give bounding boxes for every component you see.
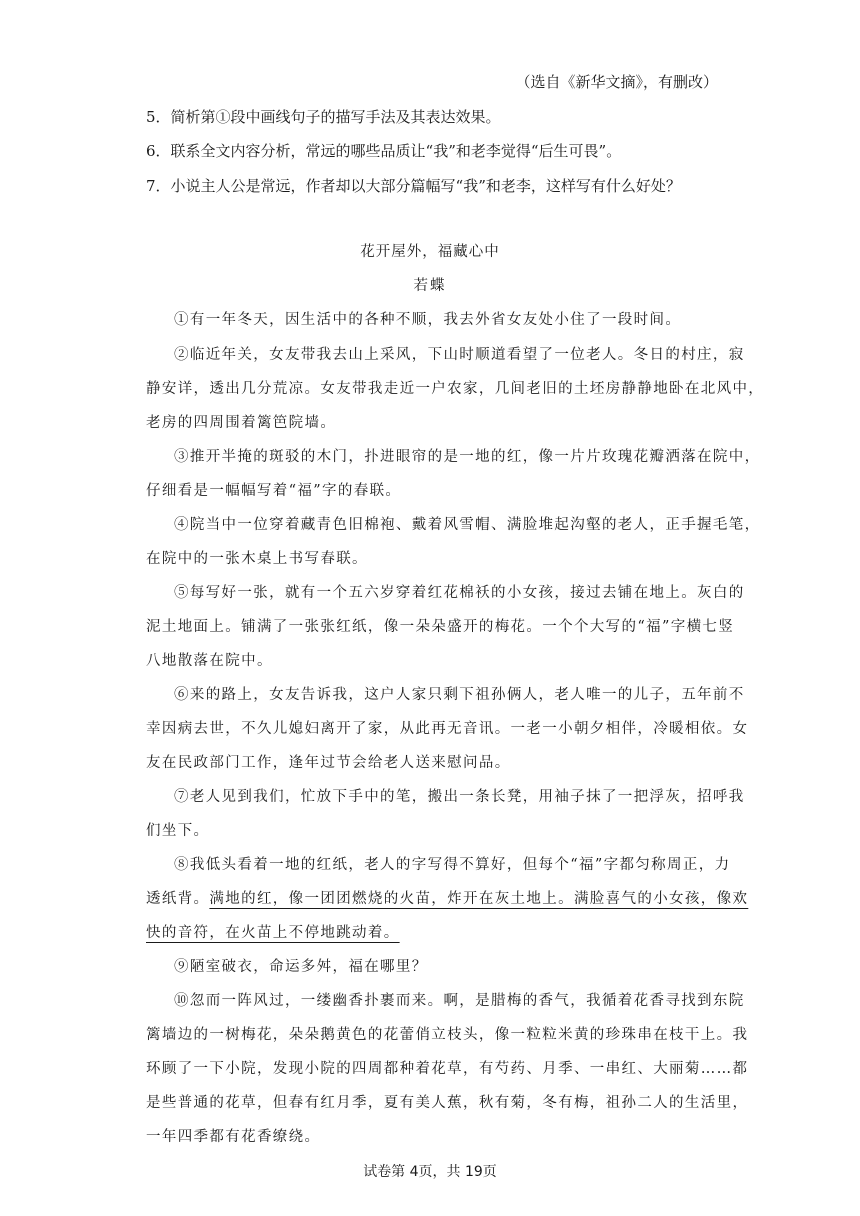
paragraph-1-line: ①有一年冬天，因生活中的各种不顺，我去外省女友处小住了一段时间。 [174,312,682,328]
paragraph-10-line: ⑩忽而一阵风过，一缕幽香扑裹而来。啊，是腊梅的香气，我循着花香寻找到东院 [174,993,745,1009]
paragraph-2-line: 静安详，透出几分荒凉。女友带我走近一户农家，几间老旧的土坯房静静地卧在北风中， [146,381,765,397]
paragraph-6-line: 幸因病去世，不久儿媳妇离开了家，从此再无音讯。一老一小朝夕相伴，冷暖相依。女 [146,721,749,737]
paragraph-3-line: 仔细看是一幅幅写着“福”字的春联。 [146,483,402,499]
page-footer: 试卷第 4页，共 19页 [363,1164,497,1180]
paragraph-10-line: 环顾了一下小院，发现小院的四周都种着花草，有芍药、月季、一串红、大丽菊……都 [146,1061,749,1077]
underlined-sentence: 满地的红，像一团团燃烧的火苗，炸开在灰土地上。满脸喜气的小女孩，像欢 [209,891,749,907]
paragraph-4-line: ④院当中一位穿着藏青色旧棉袍、戴着风雪帽、满脸堆起沟壑的老人，正手握毛笔， [174,517,761,533]
paragraph-2-line: ②临近年关，女友带我去山上采风，下山时顺道看望了一位老人。冬日的村庄，寂 [174,347,745,363]
paragraph-5-line: ⑤每写好一张，就有一个五六岁穿着红花棉袄的小女孩，接过去铺在地上。灰白的 [174,585,745,601]
paragraph-10-line: 是些普通的花草，但春有红月季，夏有美人蕉，秋有菊，冬有梅，祖孙二人的生活里， [146,1095,749,1111]
question-5: 5．简析第①段中画线句子的描写手法及其表达效果。 [146,108,501,126]
paragraph-6-line: 友在民政部门工作，逢年过节会给老人送来慰问品。 [146,755,511,771]
paragraph-2-line: 老房的四周围着篱笆院墙。 [146,415,337,431]
question-7: 7．小说主人公是常远，作者却以大部分篇幅写“我”和老李，这样写有什么好处？ [146,177,681,195]
article-title: 花开屋外，福藏心中 [360,244,500,260]
paragraph-3-line: ③推开半掩的斑驳的木门，扑进眼帘的是一地的红，像一片片玫瑰花瓣洒落在院中， [174,449,761,465]
question-6: 6．联系全文内容分析，常远的哪些品质让“我”和老李觉得“后生可畏”。 [146,142,622,160]
paragraph-6-line: ⑥来的路上，女友告诉我，这户人家只剩下祖孙俩人，老人唯一的儿子，五年前不 [174,687,745,703]
paragraph-5-line: 泥土地面上。铺满了一张张红纸，像一朵朵盛开的梅花。一个个大写的“福”字横七竖 [146,619,735,635]
paragraph-10-line: 篱墙边的一树梅花，朵朵鹅黄色的花蕾俏立枝头，像一粒粒米黄的珍珠串在枝干上。我 [146,1027,749,1043]
article-author: 若蝶 [413,278,447,294]
paragraph-7-line: 们坐下。 [146,823,210,839]
paragraph-8-line [146,889,748,909]
paragraph-7-line: ⑦老人见到我们，忙放下手中的笔，搬出一条长凳，用袖子抹了一把浮灰，招呼我 [174,789,745,805]
paragraph-8-text: 透纸背。 [146,891,210,907]
paragraph-10-line: 一年四季都有花香缭绕。 [146,1129,321,1145]
underlined-sentence-continued: 快的音符，在火苗上不停地跳动着。 [146,925,400,941]
paragraph-5-line: 八地散落在院中。 [146,653,273,669]
paragraph-4-line: 在院中的一张木桌上书写春联。 [146,551,368,567]
paragraph-9-line: ⑨陋室破衣，命运多舛，福在哪里？ [174,959,428,975]
paragraph-8-line: ⑧我低头看着一地的红纸，老人的字写得不算好，但每个“福”字都匀称周正，力 [174,857,731,873]
source-note: （选自《新华文摘》，有删改） [515,73,718,91]
